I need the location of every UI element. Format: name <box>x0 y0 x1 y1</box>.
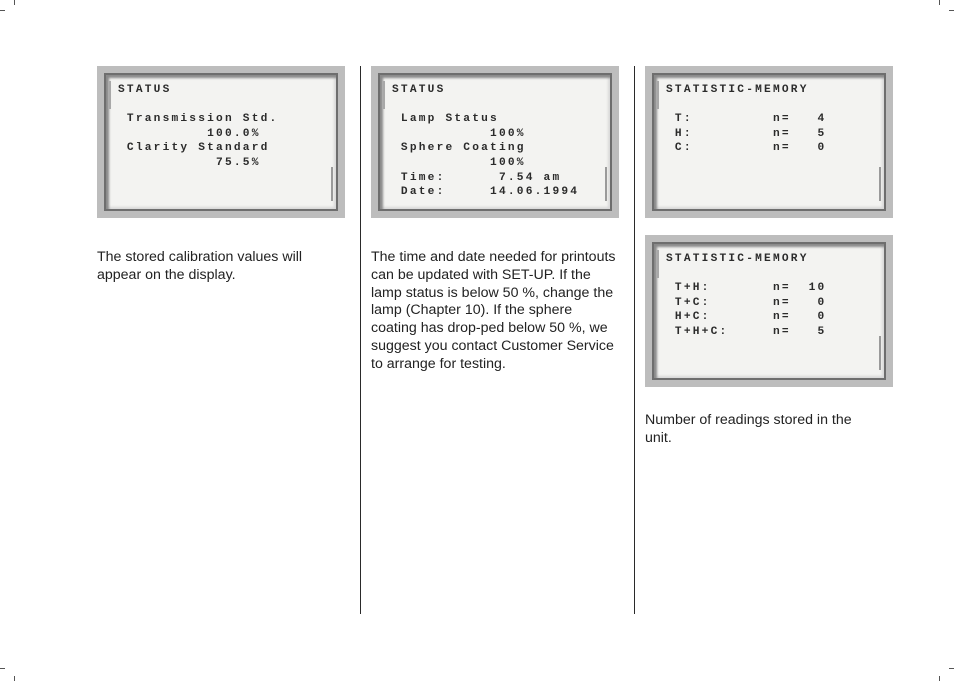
column-divider-2 <box>634 66 635 614</box>
display-screen <box>652 242 886 380</box>
display-title: STATISTIC-MEMORY <box>666 253 809 265</box>
display-line: Lamp Status <box>392 113 499 126</box>
display-title: STATUS <box>118 84 172 96</box>
display-line: H: n= 5 <box>666 127 827 140</box>
display-title: STATUS <box>392 84 446 96</box>
display-line: Date: 14.06.1994 <box>392 186 580 199</box>
statistic-memory-display-single <box>645 66 893 218</box>
crop-mark-bottom-right <box>949 668 954 669</box>
status-display-lamp <box>371 66 619 218</box>
display-screen <box>652 73 886 211</box>
status-display-calibration <box>97 66 345 218</box>
crop-mark-top-left <box>0 10 5 11</box>
display-line: Time: 7.54 am <box>392 171 562 184</box>
display-line: 100% <box>392 127 526 140</box>
crop-mark-top-right <box>949 10 954 11</box>
display-text <box>392 83 579 200</box>
display-line: C: n= 0 <box>666 142 827 155</box>
display-screen <box>378 73 612 211</box>
display-screen <box>104 73 338 211</box>
display-text <box>666 252 826 340</box>
display-line: H+C: n= 0 <box>666 311 827 324</box>
display-text <box>666 83 826 156</box>
statistic-caption: Number of readings stored in the unit. <box>645 412 852 446</box>
column-divider-1 <box>360 66 361 614</box>
crop-mark-bottom-left <box>0 668 5 669</box>
crop-mark-bottom-right-v <box>939 676 940 681</box>
display-line: 100% <box>392 156 526 169</box>
display-line: 75.5% <box>118 156 261 169</box>
crop-mark-top-right-v <box>939 0 940 5</box>
display-text <box>118 83 278 171</box>
display-line: T: n= 4 <box>666 113 827 126</box>
display-line: Transmission Std. <box>118 113 279 126</box>
display-line: T+H: n= 10 <box>666 282 827 295</box>
crop-mark-bottom-left-v <box>14 676 15 681</box>
display-title: STATISTIC-MEMORY <box>666 84 809 96</box>
display-line: T+C: n= 0 <box>666 296 827 309</box>
display-line: 100.0% <box>118 127 261 140</box>
display-line: Clarity Standard <box>118 142 270 155</box>
crop-mark-top-left-v <box>14 0 15 5</box>
lamp-status-caption: The time and date needed for printouts can be updated with SET-UP. If the lamp status is below 50 %, change the lamp (Chapter 10). If the sphere coating has drop-ped below 50 %, we suggest you contact Customer Service to arrange for testing. <box>371 249 616 372</box>
statistic-memory-display-combined <box>645 235 893 387</box>
calibration-caption: The stored calibration values will appear on the display. <box>97 249 303 283</box>
display-line: Sphere Coating <box>392 142 526 155</box>
display-line: T+H+C: n= 5 <box>666 325 827 338</box>
